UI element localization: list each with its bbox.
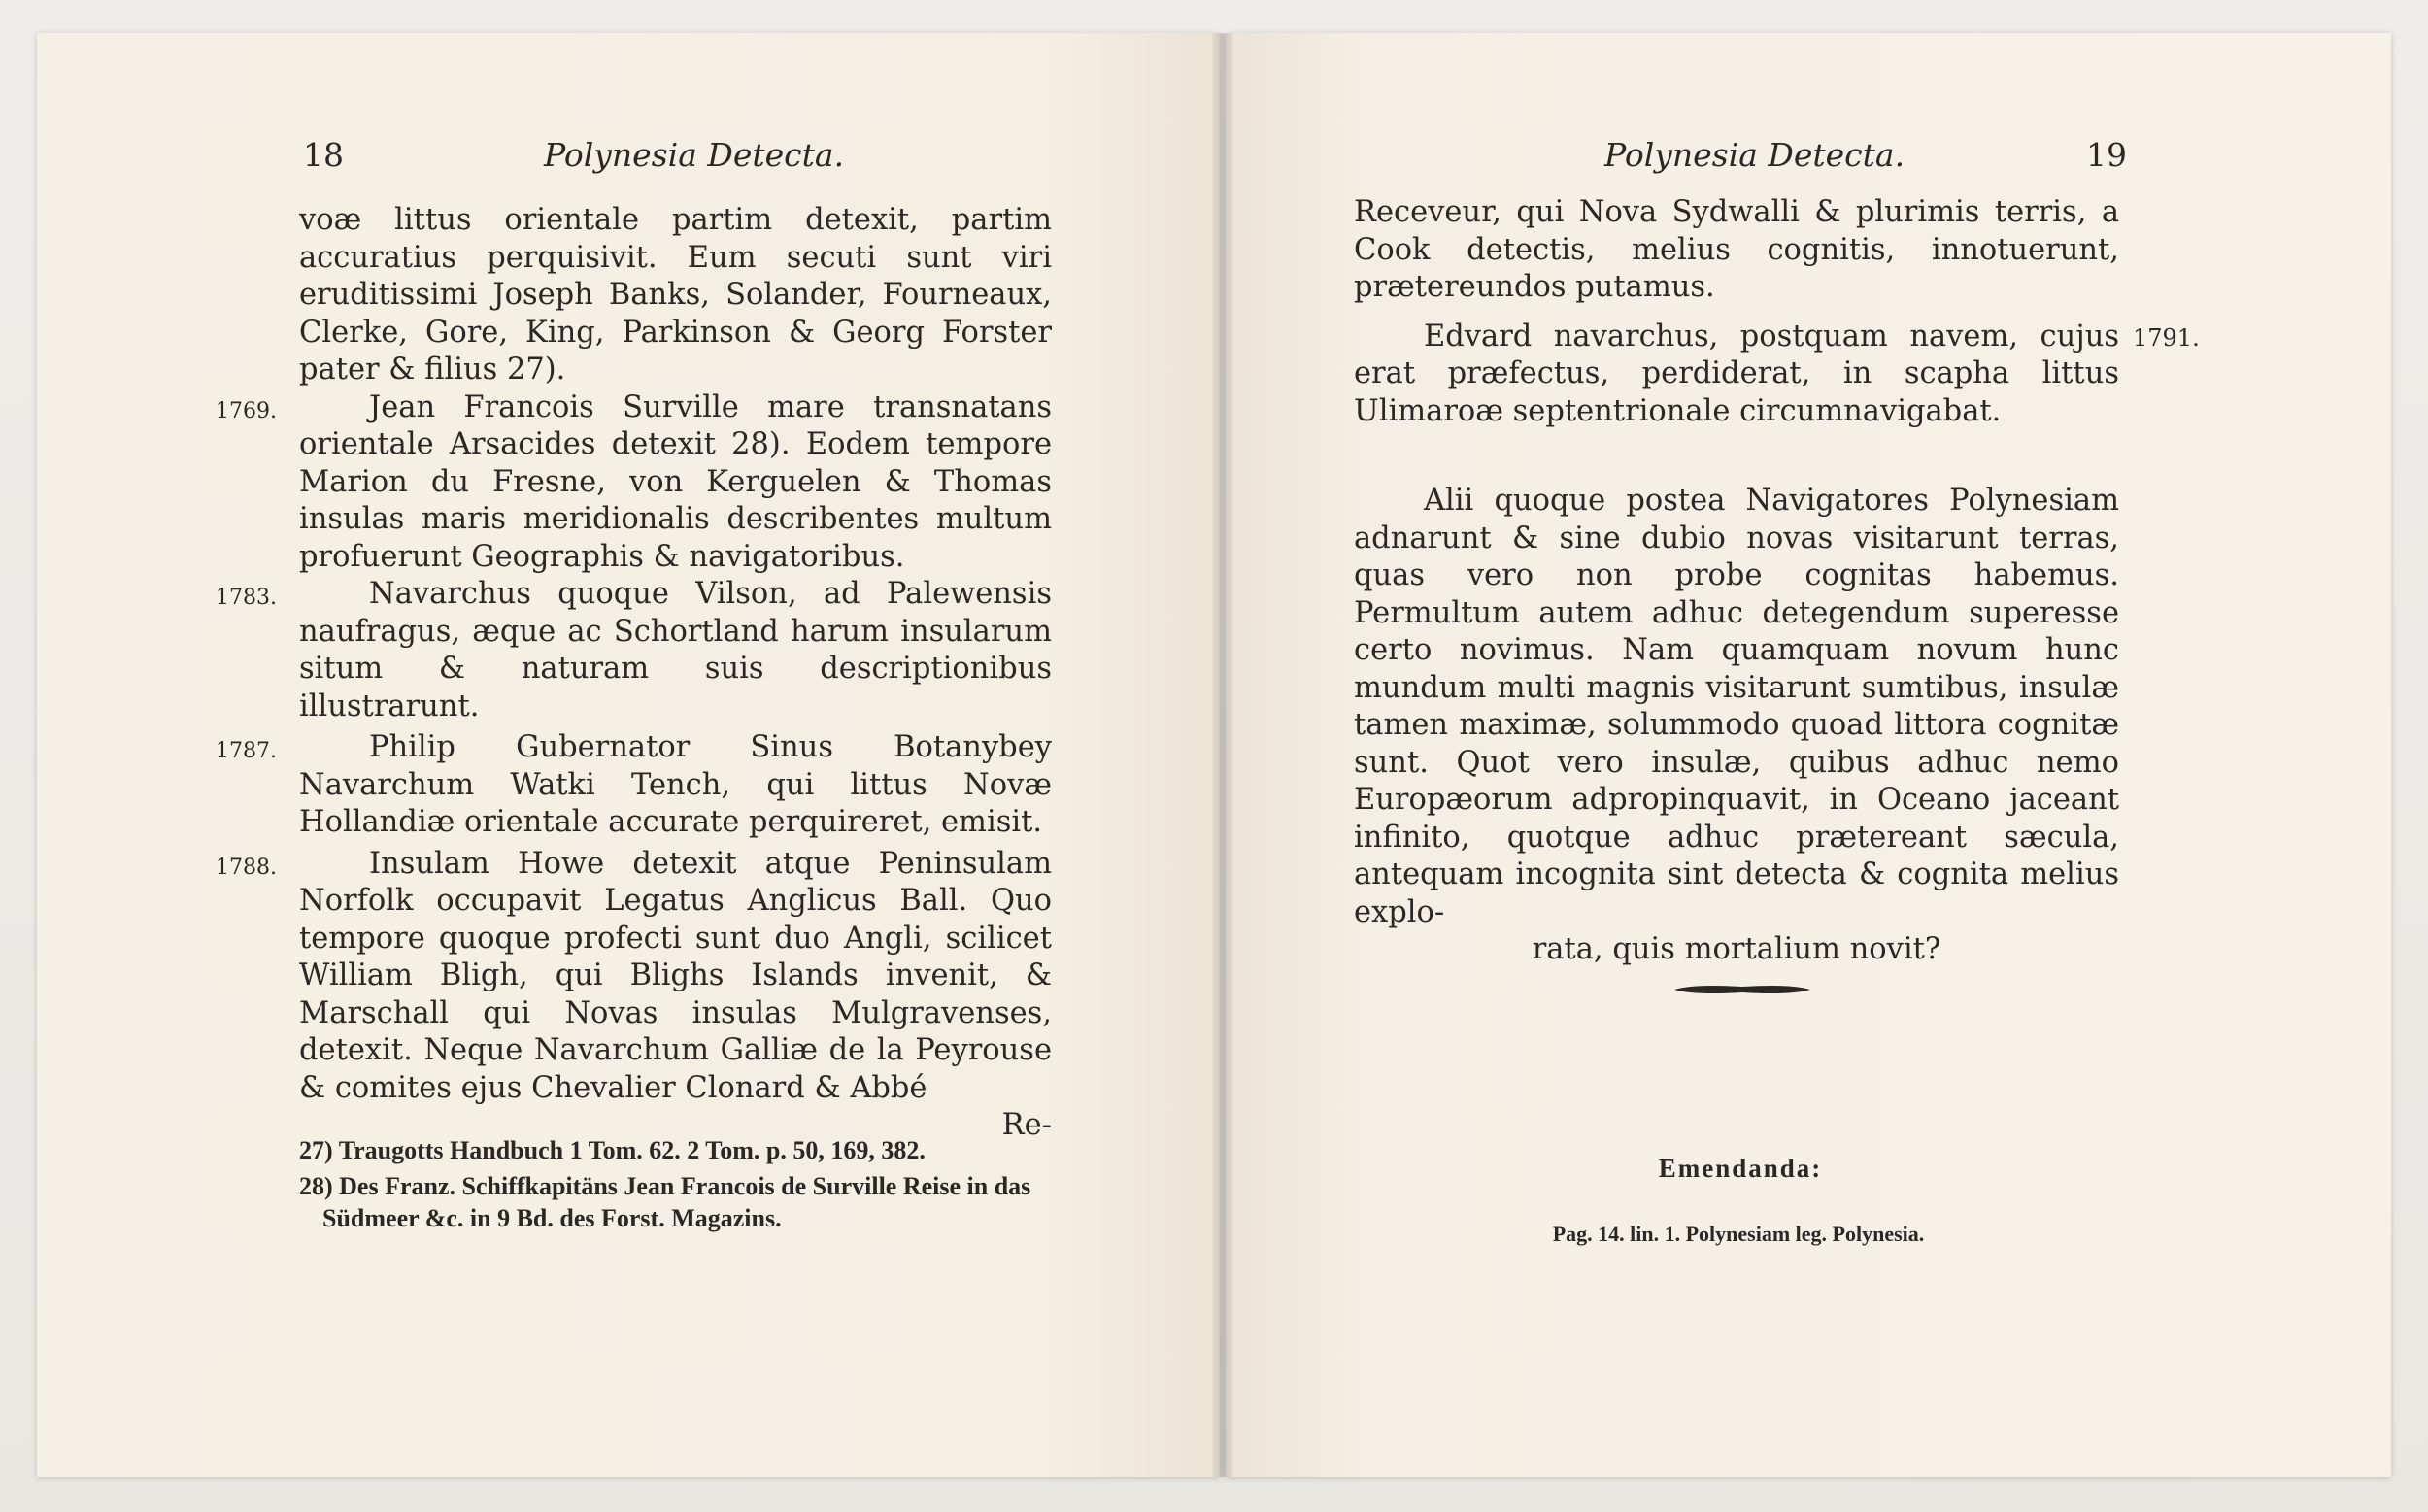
left-footnotes [299,1134,1052,1234]
emendanda-heading: Emendanda: [1658,1154,1823,1183]
left-page-body [216,202,1052,1145]
margin-date: 1787. [216,739,277,763]
margin-date-1791: 1791. [2133,324,2200,352]
paragraph-text: voæ littus orientale partim detexit, partim accuratius perquisivit. Eum secuti sunt viri eruditissimi Joseph Banks, Solander, Fourneaux, Clerke, Gore, King, Parkinson & Georg Forster pater & filius 27). [299,203,1052,386]
paragraph-1787 [216,729,1052,842]
paragraph-1783 [216,576,1052,725]
paragraph-receveur: Receveur, qui Nova Sydwalli & plurimis terris, a Cook detectis, melius cognitis, innotuerunt, prætereundos putamus. [1354,195,2119,304]
right-running-title: Polynesia Detecta. [1604,136,1905,174]
paragraph-1769 [216,389,1052,577]
margin-date: 1788. [216,855,277,880]
emendanda-line: Pag. 14. lin. 1. Polynesiam leg. Polynesia. [1552,1222,1925,1246]
left-running-title: Polynesia Detecta. [544,136,845,174]
catchword: Re- [1001,1108,1052,1142]
paragraph-1788 [216,846,1052,1108]
paragraph-alii: Alii quoque postea Navigatores Polynesiam adnarunt & sine dubio novas visitarunt terras, quas vero non probe cognitas habemus. Permultum autem adhuc detegendum superesse certo novimus. Nam quamquam novum hunc mundum multi magnis visitarunt sumtibus, insulæ tamen maximæ, solummodo quoad littora cognitæ sunt. Quot vero insulæ, quibus adhuc nemo Europæorum adpropinquavit, in Oceano jaceant infinito, quotque adhuc prætereant sæcula, antequam incognita sint detecta & cognita melius explo- [1354,484,2119,929]
footnote-28: 28) Des Franz. Schiffkapitäns Jean Francois de Surville Reise in das Südmeer &c. in 9 Bd. des Forst. Magazins. [299,1172,1031,1232]
paragraph-text: Insulam Howe detexit atque Peninsulam Norfolk occupavit Legatus Anglicus Ball. Quo tempore quoque profecti sunt duo Angli, scilicet William Bligh, qui Blighs Islands invenit, & Marschall qui Novas insulas Mulgravenses, detexit. Neque Navarchum Galliæ de la Peyrouse & comites ejus Chevalier Clonard & Abbé [299,846,1052,1105]
paragraph-1 [299,202,1052,389]
left-page-number: 18 [303,136,344,174]
right-page-header [1604,134,2127,177]
margin-date: 1769. [216,398,277,423]
book-gutter [1212,33,1233,1477]
paragraph-ending: rata, quis mortalium novit? [1532,932,1941,966]
left-page-header [303,134,845,177]
footnote-27: 27) Traugotts Handbuch 1 Tom. 62. 2 Tom. p. 50, 169, 382. [299,1136,926,1164]
margin-date: 1783. [216,586,277,610]
right-page-number: 19 [2086,136,2127,174]
paragraph-text: Philip Gubernator Sinus Botanybey Navarchum Watki Tench, qui littus Novæ Hollandiæ orientale accurate perquireret, emisit. [299,730,1052,839]
paragraph-text: Navarchus quoque Vilson, ad Palewensis naufragus, æque ac Schortland harum insularum situm & naturam suis descriptionibus illustrarunt. [299,577,1052,723]
paragraph-text: Jean Francois Surville mare transnatans orientale Arsacides detexit 28). Eodem tempore Marion du Fresne, von Kerguelen & Thomas insulas maris meridionalis describentes multum profuerunt Geographis & navigatoribus. [299,389,1052,574]
paragraph-edvard: Edvard navarchus, postquam navem, cujus erat præfectus, perdiderat, in scapha littus Ulimaroæ septentrionale circumnavigabat. [1354,319,2119,428]
ornament-rule-icon [1674,982,1810,997]
right-page-body [1354,194,2119,969]
